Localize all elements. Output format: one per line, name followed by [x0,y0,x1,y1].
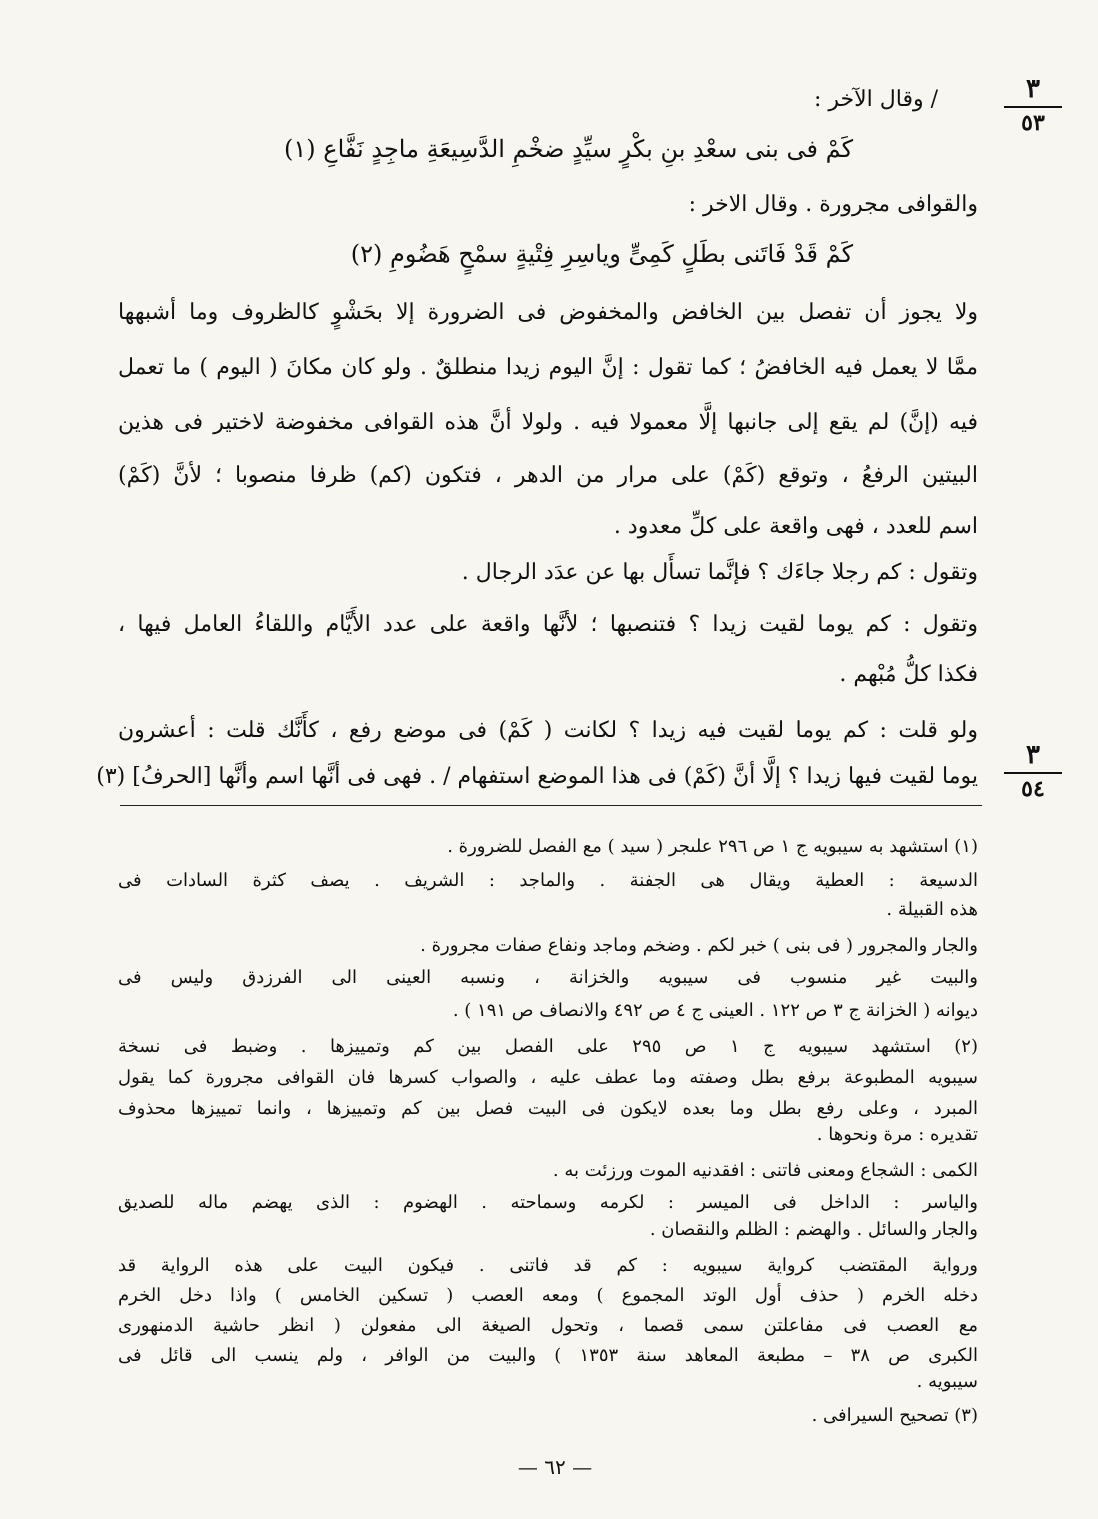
footnote-line: والبيت غير منسوب فى سيبويه والخزانة ، ونسبه العينى الى الفرزدق وليس فى [118,967,978,988]
footnote-line: سيبويه المطبوعة برفع بطل وصفته وما عطف عليه ، والصواب كسرها فان القوافى مجرورة كما يقول [118,1067,978,1088]
body-line-3: فيه (إنَّ) لم يقع إلى جانبها إلَّا معمولا فيه . ولولا أنَّ هذه القوافى مخفوضة لاختير فى هذين [118,410,978,435]
footnote-line: سيبويه . [916,1371,978,1392]
footnote-line: والجار والسائل . والهضم : الظلم والنقصان . [649,1219,978,1240]
footnote-line: (٢) استشهد سيبويه ج ١ ص ٢٩٥ على الفصل بين كم وتمييزها . وضبط فى نسخة [118,1036,978,1057]
margin-ref-page: ٥٤ [1021,776,1045,802]
footnote-line: تقديره : مرة ونحوها . [816,1124,978,1145]
body-line-4: البيتين الرفعُ ، وتوقع (كَمْ) على مرار من الدهر ، فتكون (كم) ظرفا منصوبا ؛ لأنَّ (كَمْ) [118,463,978,488]
paragraph-2: وتقول : كم رجلا جاءَك ؟ فإنَّما تسأَل بها عن عدَد الرجال . [461,560,978,585]
footnote-divider [120,805,982,806]
footnote-line: الكمى : الشجاع ومعنى فاتنى : افقدنيه الموت ورزئت به . [552,1160,978,1181]
footnote-line: ديوانه ( الخزانة ج ٣ ص ١٢٢ . العينى ج ٤ ص ٤٩٢ والانصاف ص ١٩١ ) . [452,1000,978,1021]
body-line-2: ممَّا لا يعمل فيه الخافضُ ؛ كما تقول : إنَّ اليوم زيدا منطلقٌ . ولو كان مكانَ ( اليوم ) ما تعمل [118,355,978,380]
footnote-line: دخله الخرم ( حذف أول الوتد المجموع ) ومعه العصب ( تسكين الخامس ) واذا دخل الخرم [118,1285,978,1306]
footnote-line: (١) استشهد به سيبويه ج ١ ص ٢٩٦ علىجر ( سيد ) مع الفصل للضرورة . [447,836,978,857]
paragraph-4-line-2: يوما لقيت فيها زيدا ؟ إلَّا أنَّ (كَمْ) فى هذا الموضع استفهام / . فهى فى أنَّها اسم وأنَّها [الحرفُ] (٣) [96,764,978,789]
footnote-line: (٣) تصحيح السيرافى . [811,1405,978,1426]
footnote-line: والجار والمجرور ( فى بنى ) خبر لكم . وضخم وماجد ونفاع صفات مجرورة . [420,935,978,956]
footnote-line: الكبرى ص ٣٨ – مطبعة المعاهد سنة ١٣٥٣ ) والبيت من الوافر ، ولم ينسب الى قائل فى [118,1345,978,1366]
margin-ref-volume: ٣ [1026,740,1040,770]
paragraph-4-line-1: ولو قلت : كم يوما لقيت فيه زيدا ؟ لكانت ( كَمْ) فى موضع رفع ، كأَنَّك قلت : أعشرون [118,718,978,743]
margin-ref-rule [1004,106,1062,108]
margin-ref-page: ٥٣ [1021,110,1045,136]
margin-reference-mid [1003,740,1063,802]
footnote-line: الدسيعة : العطية ويقال هى الجفنة . والماجد : الشريف . يصف كثرة السادات فى [118,870,978,891]
verse-1: كَمْ فى بنى سعْدِ بنِ بكْرٍ سيِّدٍ ضخْمِ الدَّسِيعَةِ ماجِدٍ نَفَّاعِ (١) [284,135,853,163]
footnote-line: مع العصب فى مفاعلتن سمى قصما ، وتحول الصيغة الى مفعولن ( انظر حاشية الدمنهورى [118,1315,978,1336]
footnote-line: هذه القبيلة . [886,899,978,920]
margin-reference-top [1003,74,1063,136]
verse-2: كَمْ قَدْ فَاتَنى بطَلٍ كَمِىٍّ وياسِرِ فِتْيةٍ سمْحٍ هَضُومِ (٢) [350,240,853,268]
page-number: — ٦٢ — [517,1455,593,1479]
body-line-5: اسم للعدد ، فهى واقعة على كلِّ معدود . [613,514,978,539]
intro-line: / وقال الآخر : [813,87,938,112]
margin-ref-rule [1004,772,1062,774]
footnote-line: ورواية المقتضب كرواية سيبويه : كم قد فاتنى . فيكون البيت على هذه الرواية قد [118,1255,978,1276]
margin-ref-volume: ٣ [1026,74,1040,104]
paragraph-3-line-1: وتقول : كم يوما لقيت زيدا ؟ فتنصبها ؛ لأنَّها واقعة على عدد الأَيَّام واللقاءُ العامل فيها ، [118,612,978,637]
body-line-1: ولا يجوز أن تفصل بين الخافض والمخفوض فى الضرورة إلا بحَشْوٍ كالظروف وما أشبهها [118,300,978,325]
paragraph-3-line-2: فكذا كلُّ مُبْهم . [839,662,978,687]
footnote-line: والياسر : الداخل فى الميسر : لكرمه وسماحته . الهضوم : الذى يهضم ماله للصديق [118,1192,978,1213]
after-verse-1: والقوافى مجرورة . وقال الاخر : [688,192,978,217]
footnote-line: المبرد ، وعلى رفع بطل وما بعده لايكون فى البيت فصل بين كم وتمييزها ، وانما تمييزها محذوف [118,1098,978,1119]
